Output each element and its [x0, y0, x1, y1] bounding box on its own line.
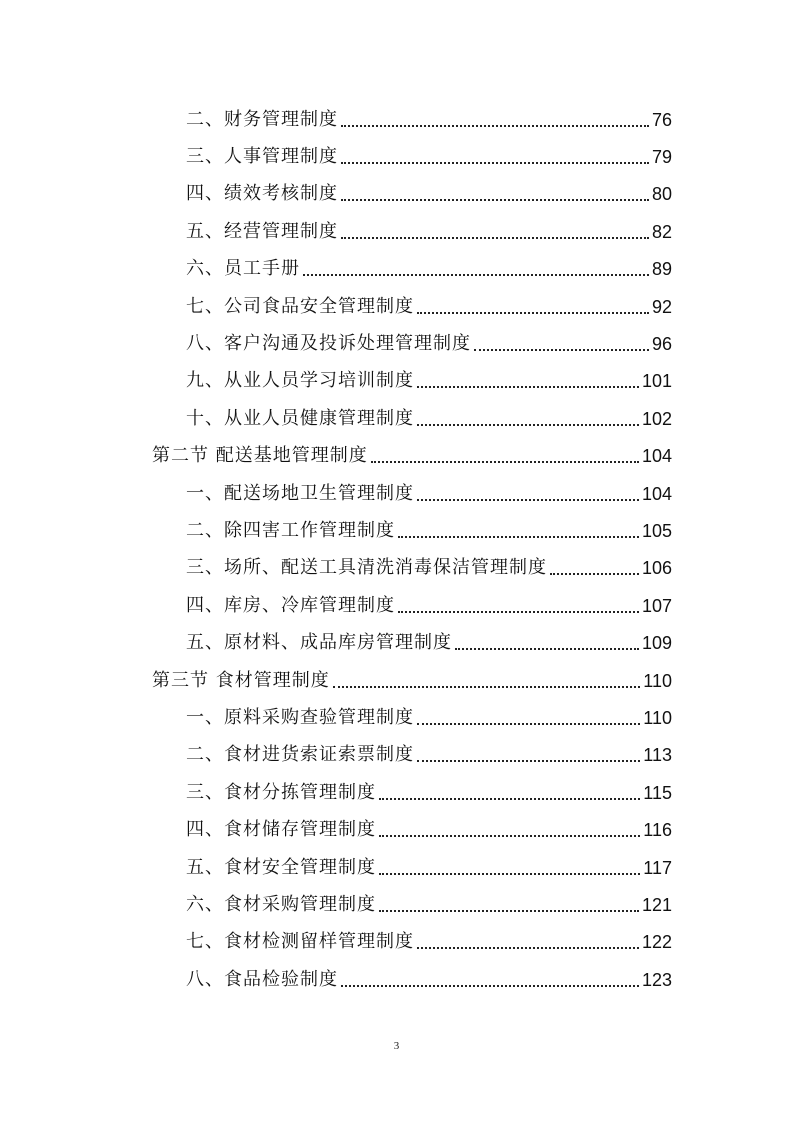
toc-entry[interactable] [0, 737, 793, 774]
toc-dot-leader [303, 274, 649, 276]
toc-entry-page-number: 109 [641, 633, 672, 654]
toc-entry[interactable] [0, 213, 793, 250]
toc-entry-page-number: 110 [643, 670, 672, 691]
toc-dot-leader [550, 573, 639, 575]
toc-entry-page-number: 117 [643, 857, 672, 878]
toc-entry-title: 六、食材采购管理制度 [186, 893, 376, 915]
toc-dot-leader [333, 686, 641, 688]
toc-entry-title: 第二节 配送基地管理制度 [152, 445, 368, 467]
toc-entry-title: 一、配送场地卫生管理制度 [186, 482, 414, 504]
toc-entry[interactable] [0, 886, 793, 923]
toc-entry-page-number: 89 [651, 259, 672, 280]
toc-entry-title: 二、食材进货索证索票制度 [186, 744, 414, 766]
toc-dot-leader [379, 873, 640, 875]
toc-entry-title: 三、食材分拣管理制度 [186, 781, 376, 803]
toc-entry[interactable] [0, 961, 793, 998]
toc-entry-page-number: 110 [643, 707, 672, 728]
toc-entry-title: 九、从业人员学习培训制度 [186, 370, 414, 392]
toc-entry-title: 四、库房、冷库管理制度 [186, 594, 395, 616]
toc-entry-page-number: 104 [641, 446, 672, 467]
toc-section-entry[interactable] [0, 662, 793, 699]
toc-entry-page-number: 106 [641, 558, 672, 579]
toc-entry[interactable] [0, 400, 793, 437]
toc-entry[interactable] [0, 774, 793, 811]
toc-entry[interactable] [0, 176, 793, 213]
toc-entry-page-number: 104 [641, 483, 672, 504]
toc-dot-leader [417, 760, 640, 762]
toc-entry[interactable] [0, 363, 793, 400]
toc-entry[interactable] [0, 699, 793, 736]
toc-entry[interactable] [0, 138, 793, 175]
toc-entry-page-number: 122 [641, 932, 672, 953]
toc-dot-leader [417, 499, 639, 501]
toc-dot-leader [417, 424, 639, 426]
toc-entry-title: 一、原料采购查验管理制度 [186, 706, 414, 728]
toc-dot-leader [379, 835, 640, 837]
toc-entry-page-number: 107 [641, 595, 672, 616]
toc-entry-title: 五、食材安全管理制度 [186, 856, 376, 878]
toc-entry-title: 七、公司食品安全管理制度 [186, 295, 414, 317]
toc-entry[interactable] [0, 101, 793, 138]
toc-section-entry[interactable] [0, 438, 793, 475]
toc-entry[interactable] [0, 924, 793, 961]
toc-entry-title: 八、客户沟通及投诉处理管理制度 [186, 333, 471, 355]
toc-entry-title: 二、财务管理制度 [186, 108, 338, 130]
toc-dot-leader [341, 199, 649, 201]
toc-entry-title: 五、原材料、成品库房管理制度 [186, 632, 452, 654]
toc-dot-leader [379, 910, 639, 912]
toc-entry-page-number: 76 [651, 109, 672, 130]
toc-dot-leader [474, 349, 649, 351]
toc-entry[interactable] [0, 475, 793, 512]
toc-entry-title: 三、场所、配送工具清洗消毒保洁管理制度 [186, 557, 547, 579]
toc-entry-page-number: 92 [651, 296, 672, 317]
toc-dot-leader [455, 648, 639, 650]
toc-entry-title: 三、人事管理制度 [186, 146, 338, 168]
toc-entry[interactable] [0, 587, 793, 624]
toc-entry-title: 六、员工手册 [186, 258, 300, 280]
toc-dot-leader [341, 237, 649, 239]
toc-entry-page-number: 96 [651, 334, 672, 355]
toc-entry-page-number: 101 [641, 371, 672, 392]
toc-dot-leader [341, 125, 649, 127]
toc-dot-leader [341, 985, 639, 987]
toc-dot-leader [379, 798, 640, 800]
toc-entry[interactable] [0, 251, 793, 288]
toc-entry-page-number: 105 [641, 520, 672, 541]
toc-entry-title: 五、经营管理制度 [186, 220, 338, 242]
toc-entry-page-number: 82 [651, 221, 672, 242]
toc-dot-leader [417, 312, 649, 314]
toc-dot-leader [341, 162, 649, 164]
toc-entry[interactable] [0, 550, 793, 587]
toc-entry-page-number: 102 [641, 408, 672, 429]
toc-entry-title: 第三节 食材管理制度 [152, 669, 330, 691]
toc-entry-title: 四、绩效考核制度 [186, 183, 338, 205]
toc-entry-page-number: 123 [641, 969, 672, 990]
toc-entry-title: 四、食材储存管理制度 [186, 819, 376, 841]
toc-dot-leader [417, 947, 639, 949]
toc-entry-page-number: 80 [651, 184, 672, 205]
toc-entry[interactable] [0, 288, 793, 325]
toc-entry-page-number: 121 [641, 894, 672, 915]
toc-entry[interactable] [0, 849, 793, 886]
toc-entry[interactable] [0, 512, 793, 549]
toc-entry[interactable] [0, 624, 793, 661]
page-number: 3 [393, 1040, 400, 1052]
toc-entry-page-number: 79 [651, 147, 672, 168]
toc-dot-leader [398, 536, 639, 538]
toc-dot-leader [398, 611, 639, 613]
toc-entry-title: 八、食品检验制度 [186, 968, 338, 990]
toc-entry-page-number: 115 [643, 782, 672, 803]
toc-entry-title: 七、食材检测留样管理制度 [186, 931, 414, 953]
toc-entry[interactable] [0, 811, 793, 848]
toc-entry-title: 十、从业人员健康管理制度 [186, 407, 414, 429]
toc-entry-title: 二、除四害工作管理制度 [186, 519, 395, 541]
toc-dot-leader [417, 386, 639, 388]
toc-entry[interactable] [0, 325, 793, 362]
toc-entry-page-number: 116 [643, 820, 672, 841]
toc-entry-page-number: 113 [643, 745, 672, 766]
toc-dot-leader [371, 461, 639, 463]
toc-dot-leader [417, 723, 640, 725]
table-of-contents [0, 101, 793, 998]
